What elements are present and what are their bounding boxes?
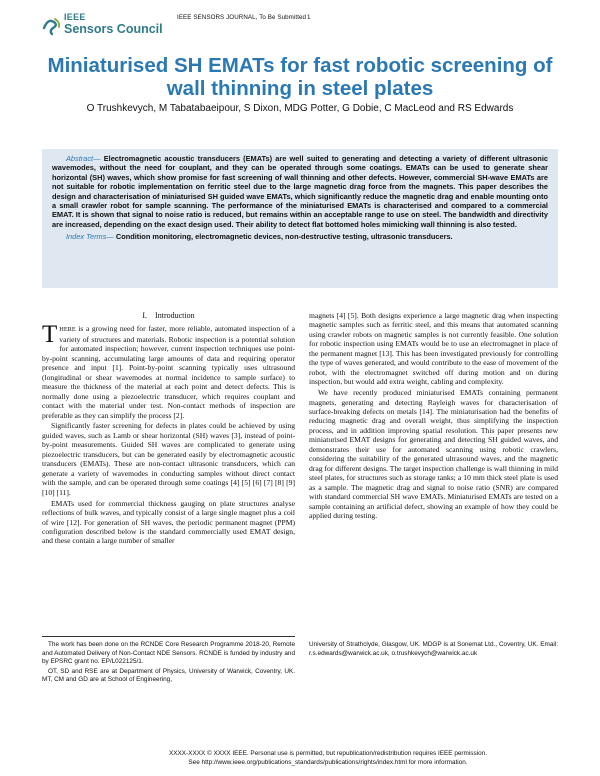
paper-title: Miniaturised SH EMATs for fast robotic screening of wall thinning in steel plates (47, 54, 553, 100)
ieee-sensors-logo-icon (42, 16, 62, 36)
section-heading: I. Introduction (142, 311, 195, 320)
body-paragraph: Significantly faster screening for defects in plates could be achieved by using guided waves, such as Lamb or shear horizontal (SH) waves [3], instead of point-by-point measurements. Guided SH waves are complicated to generate using piezoelectric transducers, but can be generated easily by electromagnetic acoustic transducers (EMATs). These are non-contact ultrasonic transducers, which can generate a variety of wavemodes in conducting samples without direct contact with the sample, and can be operated through some coatings [4] [5] [6] [7] [8] [9] [10] [11]. (42, 421, 295, 497)
rights-link-line: See http://www.ieee.org/publications_standards/publications/rights/index.html for more information. (188, 758, 468, 766)
funding-footnote: The work has been done on the RCNDE Core Research Programme 2018-20, Remote and Automated Delivery of Non-Contact NDE Sensors. RCNDE is funded by industry and by EPSRC grant no. EP/L022125/1. (42, 641, 295, 665)
paragraph-text: is a growing need for faster, more reliable, automated inspection of a variety of structures and materials. Robotic inspection is a potential solution for automated inspection; however, current inspection techniques use point-by-point scanning, accumulating large amounts of data and requiring operator presence and input [1]. Point-by-point scanning typically uses ultrasound (longitudinal or shear wavemodes at normal incidence to sample surface) to measure the thickness of the material at each point and detect defects. This is normally done using a piezoelectric transducer, which requires couplant and contact with the material under test. Non-contact methods of inspection are preferable as they can simplify the process [2]. (42, 324, 295, 420)
abstract-text: Electromagnetic acoustic transducers (EMATs) are well suited to generating and detecting a variety of different ultrasonic wavemodes, without the need for couplant, and they can be operated through some coatings. EMATs can be used to generate shear horizontal (SH) waves, which show promise for fast screening of wall thinning and other defects. However, commercial SH-wave EMATs are not suitable for robotic implementation on ferritic steel due to the large magnetic drag force from the magnets. This paper describes the design and characterisation of miniaturised SH guided wave EMATs, which significantly reduce the magnetic drag and enable mounting onto a small crawler robot for sample scanning. The performance of the miniaturised EMATs is characterised and compared to a commercial EMAT. It is shown that signal to noise ratio is reduced, but remains within an acceptable range to use on steel. The bandwidth and directivity are increased, depending on the exact design used. Their ability to detect flat bottomed holes mimicking wall thinning is also tested. (52, 154, 548, 229)
index-terms-text: Condition monitoring, electromagnetic devices, non-destructive testing, ultrasonic transducers. (115, 232, 453, 242)
abstract-label: Abstract— (66, 154, 101, 163)
author-list: O Trushkevych, M Tabatabaeipour, S Dixon, MDG Potter, G Dobie, C MacLeod and RS Edwards (86, 103, 514, 114)
left-column (42, 311, 295, 547)
logo-ieee-text: IEEE (64, 12, 86, 22)
footnote-rule (42, 636, 295, 637)
journal-name: IEEE SENSORS JOURNAL, To Be Submitted (177, 14, 307, 21)
affiliation-footnote: OT, SD and RSE are at Department of Physics, University of Warwick, Coventry, UK. MT, CM and GD are at School of Engineering, (42, 667, 295, 683)
small-caps-start: HERE (59, 326, 76, 334)
body-paragraph: magnets [4] [5]. Both designs experience a large magnetic drag when inspecting magnetic samples such as ferritic steel, and this means that automated scanning using crawler robots on magnetic samples is not currently feasible. One solution for robotic inspection using EMATs would be to use an electromagnet in place of the permanent magnet [13]. This has been investigated previously for controlling the type of waves generated, and would contribute to the ease of movement of the robot, with the electromagnet switched off during motion and on during inspection, but would add extra weight, cabling and complexity. (309, 311, 558, 387)
abstract (52, 154, 548, 229)
abstract-box (42, 149, 558, 288)
logo-sensors-council-text: Sensors Council (64, 22, 163, 36)
body-paragraph: We have recently produced miniaturised EMATs containing permanent magnets, generating and detecting Rayleigh waves for characterisation of surface-breaking defects on metals [14]. The miniaturisation had the benefits of reducing magnetic drag and overall weight, thus simplifying the inspection process, and in addition improving spatial resolution. This paper presents new miniaturised EMAT designs for generating and detecting SH guided waves, and demonstrates their use for automated scanning using robotic crawlers, considering the suitability of the generated ultrasound waves, and the magnetic drag for different designs. The target inspection challenge is wall thinning in mild steel plates, for structures such as storage tanks; a 10 mm thick steel plate is used as a sample. The magnetic drag and signal to noise ratio (SNR) are compared with standard commercial SH wave EMATs. Miniaturised EMATs are tested on a sample containing an artificial defect, showing an example of how they could be applied during testing. (309, 388, 558, 521)
page-header (42, 12, 562, 42)
right-column (309, 311, 558, 522)
affiliation-contact-footnote: University of Strathclyde, Glasgow, UK. MDGP is at Sonemat Ltd., Coventry, UK. Email: r.s.edwards@warwick.ac.uk, o.trushkevych@warwick.ac.uk (309, 641, 558, 657)
ieee-sensors-council-logo (42, 12, 162, 40)
footnote-left (42, 641, 295, 686)
index-terms (52, 232, 548, 241)
index-terms-label: Index Terms— (66, 232, 114, 242)
page-number: 1 (307, 14, 311, 21)
copyright-notice (118, 750, 538, 767)
copyright-line: XXXX-XXXX © XXXX IEEE. Personal use is permitted, but republication/redistribution requires IEEE permission. (169, 750, 487, 757)
drop-cap: T (42, 321, 58, 349)
body-paragraph: EMATs used for commercial thickness gauging on plate structures analyse reflections of bulk waves, and typically consist of a large single magnet plus a coil of wire [12]. For generation of SH waves, the periodic permanent magnet (PPM) configuration described below is the standard commercially used EMAT design, and these contain a large number of smaller (42, 498, 295, 546)
footnote-right (309, 641, 558, 658)
body-paragraph (42, 321, 295, 420)
